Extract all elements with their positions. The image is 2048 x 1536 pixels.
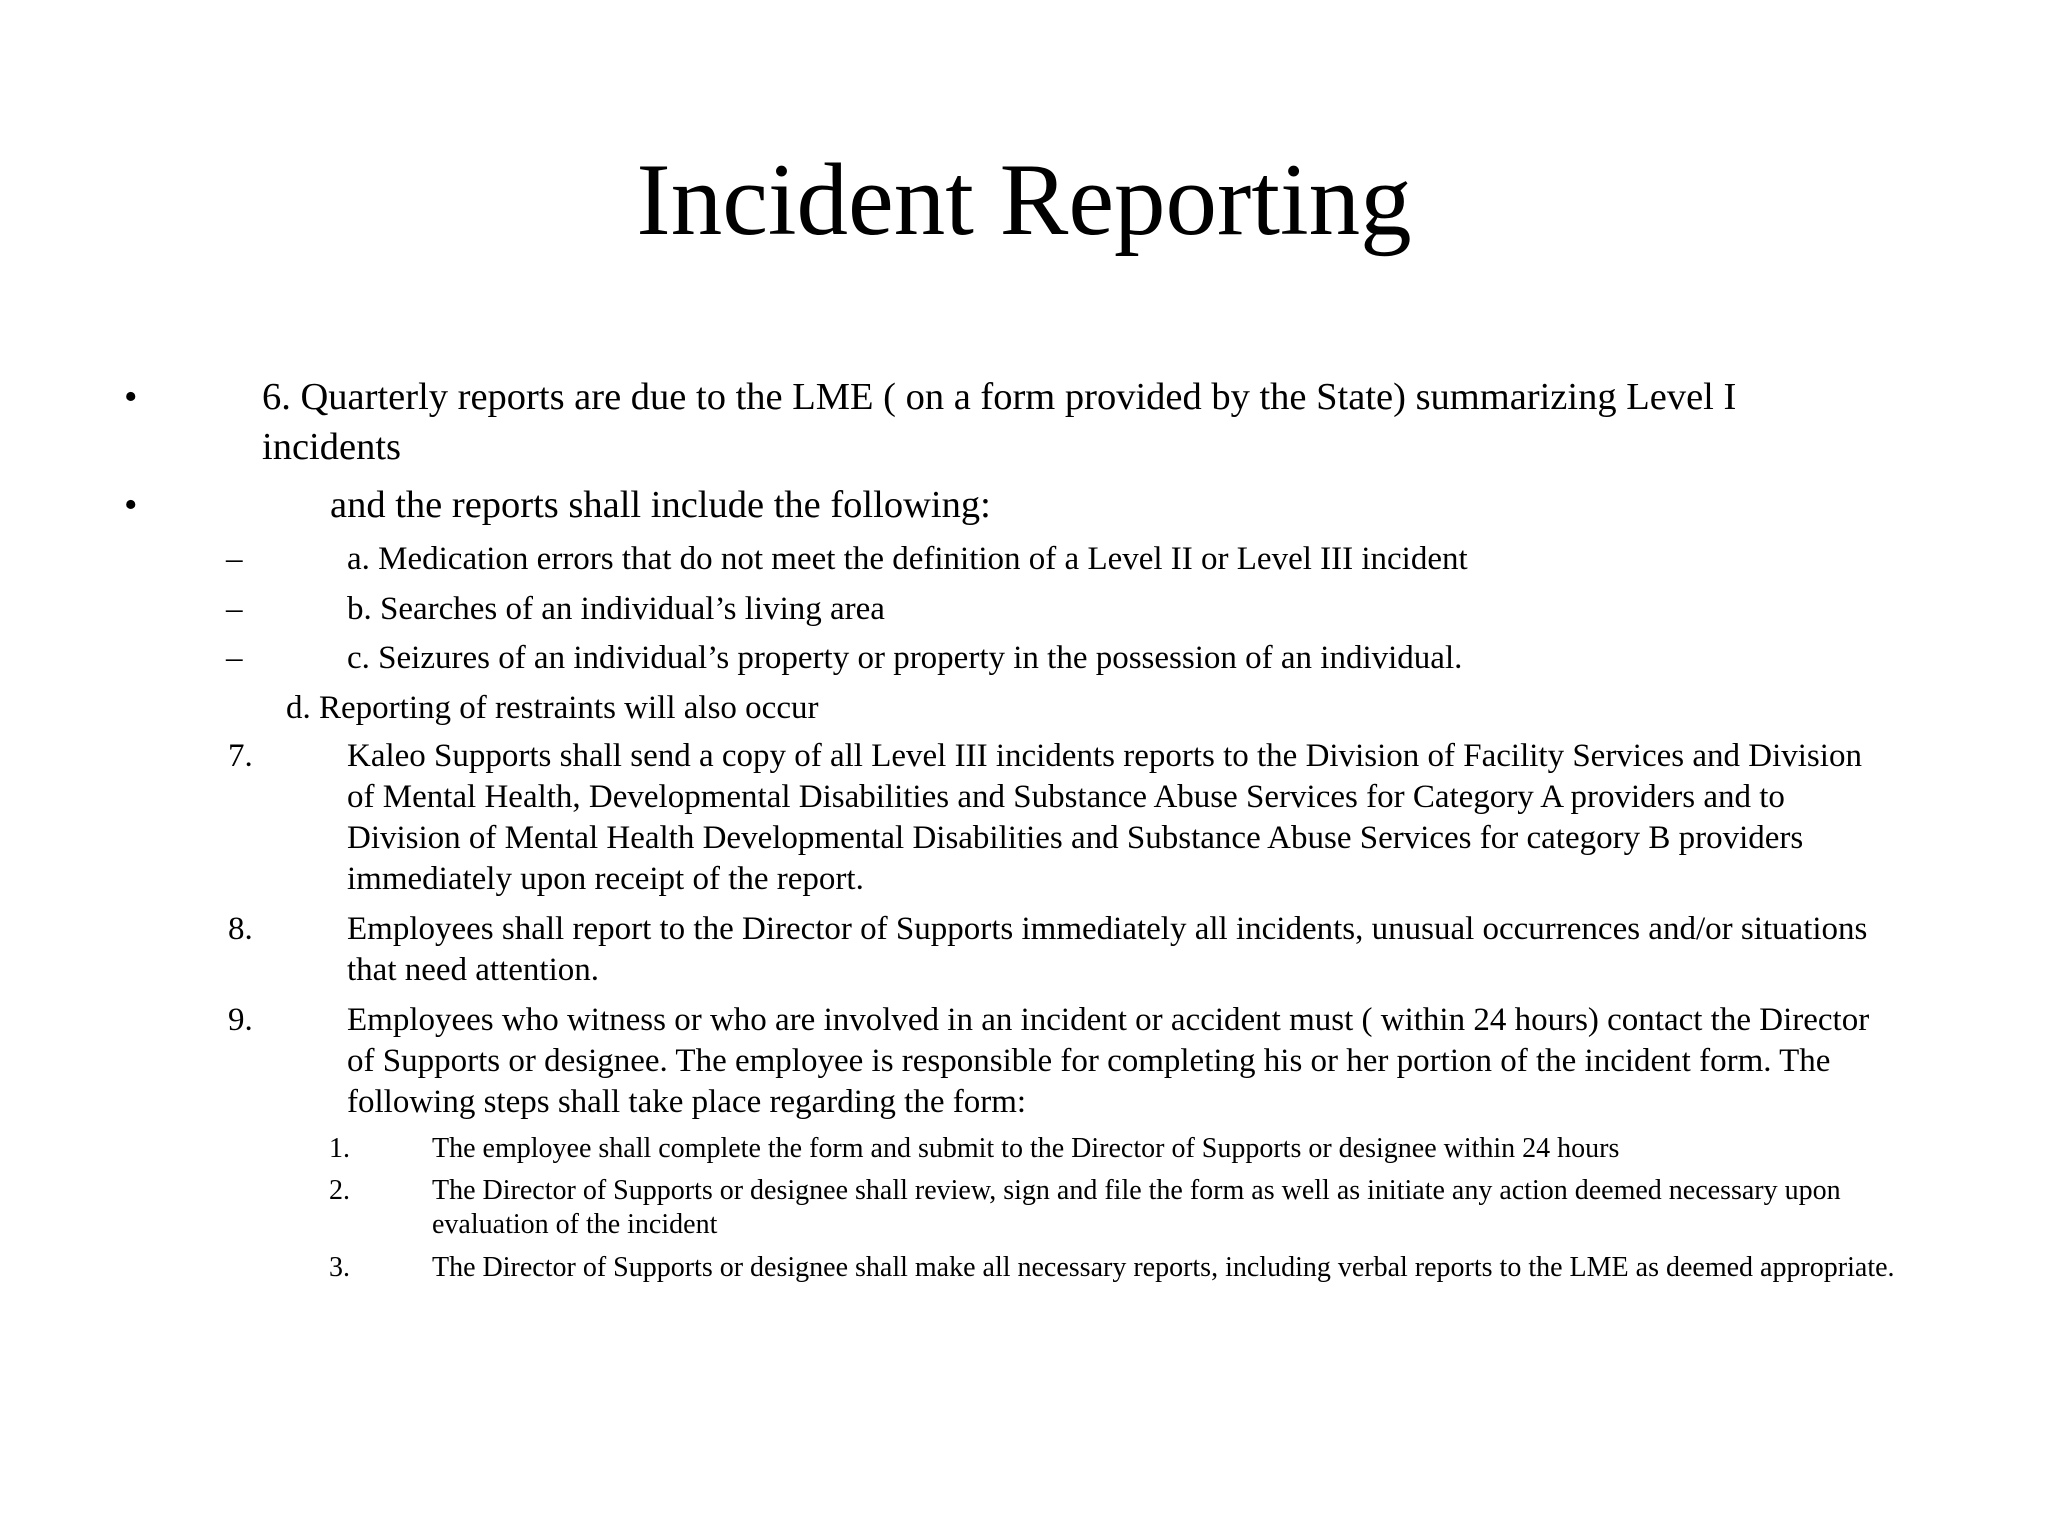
dash-marker: – — [226, 591, 243, 627]
bullet-marker: • — [124, 376, 138, 418]
dash-marker: – — [226, 541, 243, 577]
item-text-line: Employees who witness or who are involved in an incident or accident must ( within 24 hours) contact the Director — [347, 1002, 1870, 1038]
bullet-text-line: and the reports shall include the following: — [330, 484, 991, 526]
step-text-line: evaluation of the incident — [432, 1209, 718, 1240]
bullet-text-line: 6. Quarterly reports are due to the LME ( on a form provided by the State) summarizing Level I — [262, 376, 1737, 418]
step-number: 2. — [329, 1175, 350, 1206]
step-text-line: The employee shall complete the form and submit to the Director of Supports or designee within 24 hours — [432, 1133, 1620, 1164]
bullet-text-line: incidents — [262, 426, 401, 468]
item-number: 9. — [228, 1002, 253, 1038]
dash-item-text: c. Seizures of an individual’s property or property in the possession of an individual. — [347, 640, 1463, 676]
item-text-line: following steps shall take place regarding the form: — [347, 1084, 1027, 1120]
step-text-line: The Director of Supports or designee shall review, sign and file the form as well as initiate any action deemed necessary upon — [432, 1175, 1841, 1206]
slide-title: Incident Reporting — [636, 143, 1412, 257]
item-text-line: Kaleo Supports shall send a copy of all Level III incidents reports to the Division of Facility Services and Division — [347, 738, 1862, 774]
item-text-line: immediately upon receipt of the report. — [347, 861, 864, 897]
restraints-item: d. Reporting of restraints will also occur — [286, 690, 819, 726]
step-text-line: The Director of Supports or designee shall make all necessary reports, including verbal reports to the LME as deemed appropriate. — [432, 1252, 1895, 1283]
bullet-marker: • — [124, 484, 138, 526]
item-text-line: that need attention. — [347, 952, 599, 988]
dash-marker: – — [226, 640, 243, 676]
dash-item-text: a. Medication errors that do not meet the definition of a Level II or Level III incident — [347, 541, 1468, 577]
item-text-line: Division of Mental Health Developmental Disabilities and Substance Abuse Services for category B providers — [347, 820, 1804, 856]
item-text-line: of Supports or designee. The employee is responsible for completing his or her portion of the incident form. The — [347, 1043, 1831, 1079]
step-number: 1. — [329, 1133, 350, 1164]
dash-item-text: b. Searches of an individual’s living area — [347, 591, 885, 627]
item-number: 7. — [228, 738, 253, 774]
item-text-line: of Mental Health, Developmental Disabilities and Substance Abuse Services for Category A providers and to — [347, 779, 1785, 815]
step-number: 3. — [329, 1252, 350, 1283]
item-text-line: Employees shall report to the Director of Supports immediately all incidents, unusual occurrences and/or situations — [347, 911, 1868, 947]
item-number: 8. — [228, 911, 253, 947]
